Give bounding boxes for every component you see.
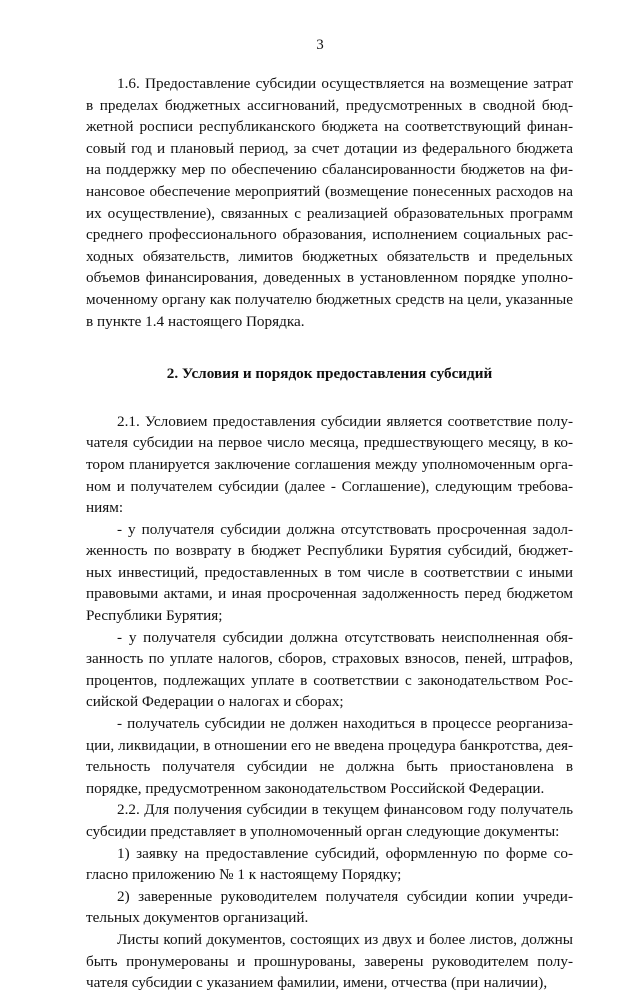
paragraph-copies: Листы копий документов, состоящих из двух и более листов, должны быть пронумерованы и прошнурованы, заверены руководителем получателя субсидии с указанием фамилии, имени, отчества (при наличии), [86,930,573,992]
paragraph-1-6: 1.6. Предоставление субсидии осуществляется на возмещение затрат в пределах бюджетных ассигнований, предусмотренных в сводной бюджетной росписи республиканского бюджета на соответствующий финансовый год и плановый период, за счет дотации из федерального бюджета на поддержку мер по обеспечению сбалансированности бюджетов на финансовое обеспечение мероприятий (возмещение понесенных расходов на их осуществление), связанных с реализацией образовательных программ среднего профессионального образования, исполнением социальных расходных обязательств, лимитов бюджетных обязательств и предельных объемов финансирования, доведенных в установленном порядке уполномоченному органу как получателю бюджетных средств на цели, указанные в пункте 1.4 настоящего Порядка. [86,75,573,330]
requirement-item-reorganization: - получатель субсидии не должен находиться в процессе реорганизации, ликвидации, в отношении его не введена процедура банкротства, деятельность получателя субсидии не должна быть приостановлена в порядке, предусмотренном законодательством Российской Федерации. [86,715,573,797]
document-body [86,73,573,994]
document-list-item-2: 2) заверенные руководителем получателя субсидии копии учредительных документов организаций. [86,887,573,927]
paragraph-2-2: 2.2. Для получения субсидии в текущем финансовом году получатель субсидии представляет в уполномоченный орган следующие документы: [86,801,573,840]
paragraph-2-1: 2.1. Условием предоставления субсидии является соответствие получателя субсидии на первое число месяца, предшествующего месяцу, в котором планируется заключение соглашения между уполномоченным органом и получателем субсидии (далее - Соглашение), следующим требованиям: [86,412,573,517]
page-number: 3 [316,37,324,53]
document-list-item-1: 1) заявку на предоставление субсидий, оформленную по форме согласно приложению № 1 к настоящему Порядку; [86,844,573,884]
section-heading: 2. Условия и порядок предоставления субсидий [166,365,493,383]
requirement-item-debt: - у получателя субсидии должна отсутствовать просроченная задолженность по возврату в бюджет Республики Бурятия субсидий, бюджетных инвестиций, предоставленных в том числе в соответствии с иными правовыми актами, и иная просроченная задолженность перед бюджетом Республики Бурятия; [86,520,573,625]
requirement-item-taxes: - у получателя субсидии должна отсутствовать неисполненная обязанность по уплате налогов, сборов, страховых взносов, пеней, штрафов, процентов, подлежащих уплате в соответствии с законодательством Российской Федерации о налогах и сборах; [86,628,573,711]
